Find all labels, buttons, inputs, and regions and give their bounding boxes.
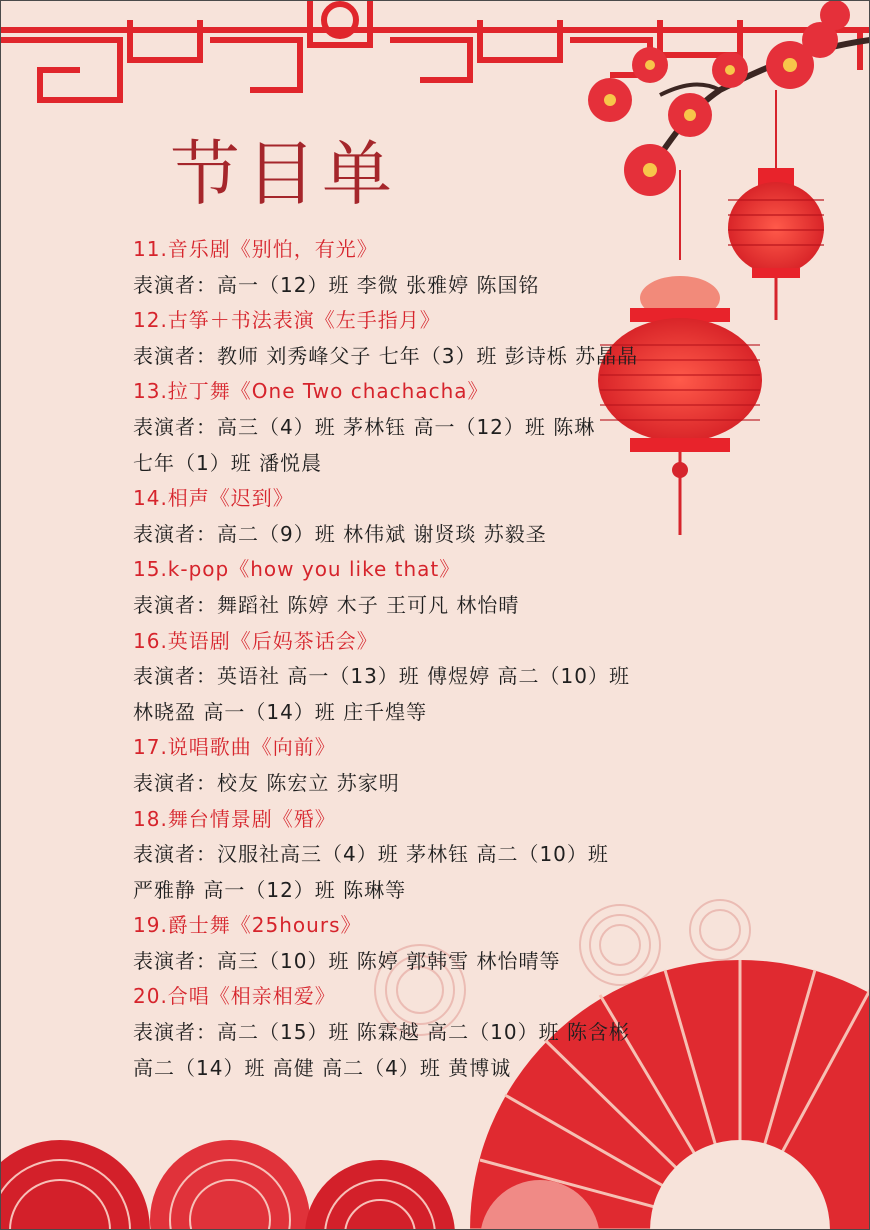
program-title: 16.英语剧《后妈茶话会》 <box>133 628 378 653</box>
performers-line: 表演者：舞蹈社 陈婷 木子 王可凡 林怡晴 <box>133 592 520 617</box>
performers-line: 表演者：汉服社高三（4）班 茅林钰 高二（10）班 <box>133 842 609 867</box>
program-title: 11.音乐剧《别怕，有光》 <box>133 237 378 261</box>
program-title: 19.爵士舞《25hours》 <box>133 913 362 938</box>
performers-line: 严雅静 高一（12）班 陈琳等 <box>133 877 407 902</box>
program-title: 14.相声《迟到》 <box>133 486 294 511</box>
performers-line: 表演者：高二（9）班 林伟斌 谢贤琰 苏毅圣 <box>133 521 547 546</box>
program-title: 20.合唱《相亲相爱》 <box>133 984 336 1009</box>
program-title: 13.拉丁舞《One Two chachacha》 <box>133 379 489 404</box>
program-title: 15.k-pop《how you like that》 <box>133 557 461 582</box>
performers-line: 表演者：高三（10）班 陈婷 郭韩雪 林怡晴等 <box>133 948 561 973</box>
performers-line: 表演者：教师 刘秀峰父子 七年（3）班 彭诗栎 苏晶晶 <box>133 343 639 368</box>
performers-line: 林晓盈 高一（14）班 庄千煌等 <box>133 699 428 724</box>
page-title: 节目单 <box>170 133 398 215</box>
performers-line: 表演者：高一（12）班 李微 张雅婷 陈国铭 <box>133 272 540 297</box>
program-title: 12.古筝＋书法表演《左手指月》 <box>133 308 441 333</box>
performers-line: 表演者：英语社 高一（13）班 傅煜婷 高二（10）班 <box>133 664 630 689</box>
program-title: 17.说唱歌曲《向前》 <box>133 735 336 760</box>
performers-line: 高二（14）班 高健 高二（4）班 黄博诚 <box>133 1055 512 1080</box>
program-title: 18.舞台情景剧《殙》 <box>133 806 336 831</box>
performers-line: 表演者：校友 陈宏立 苏家明 <box>133 770 400 795</box>
performers-line: 七年（1）班 潘悦晨 <box>133 450 323 475</box>
program-list <box>133 232 833 1086</box>
performers-line: 表演者：高二（15）班 陈霖越 高二（10）班 陈含彬 <box>133 1020 630 1045</box>
performers-line: 表演者：高三（4）班 茅林钰 高一（12）班 陈琳 <box>133 414 596 439</box>
